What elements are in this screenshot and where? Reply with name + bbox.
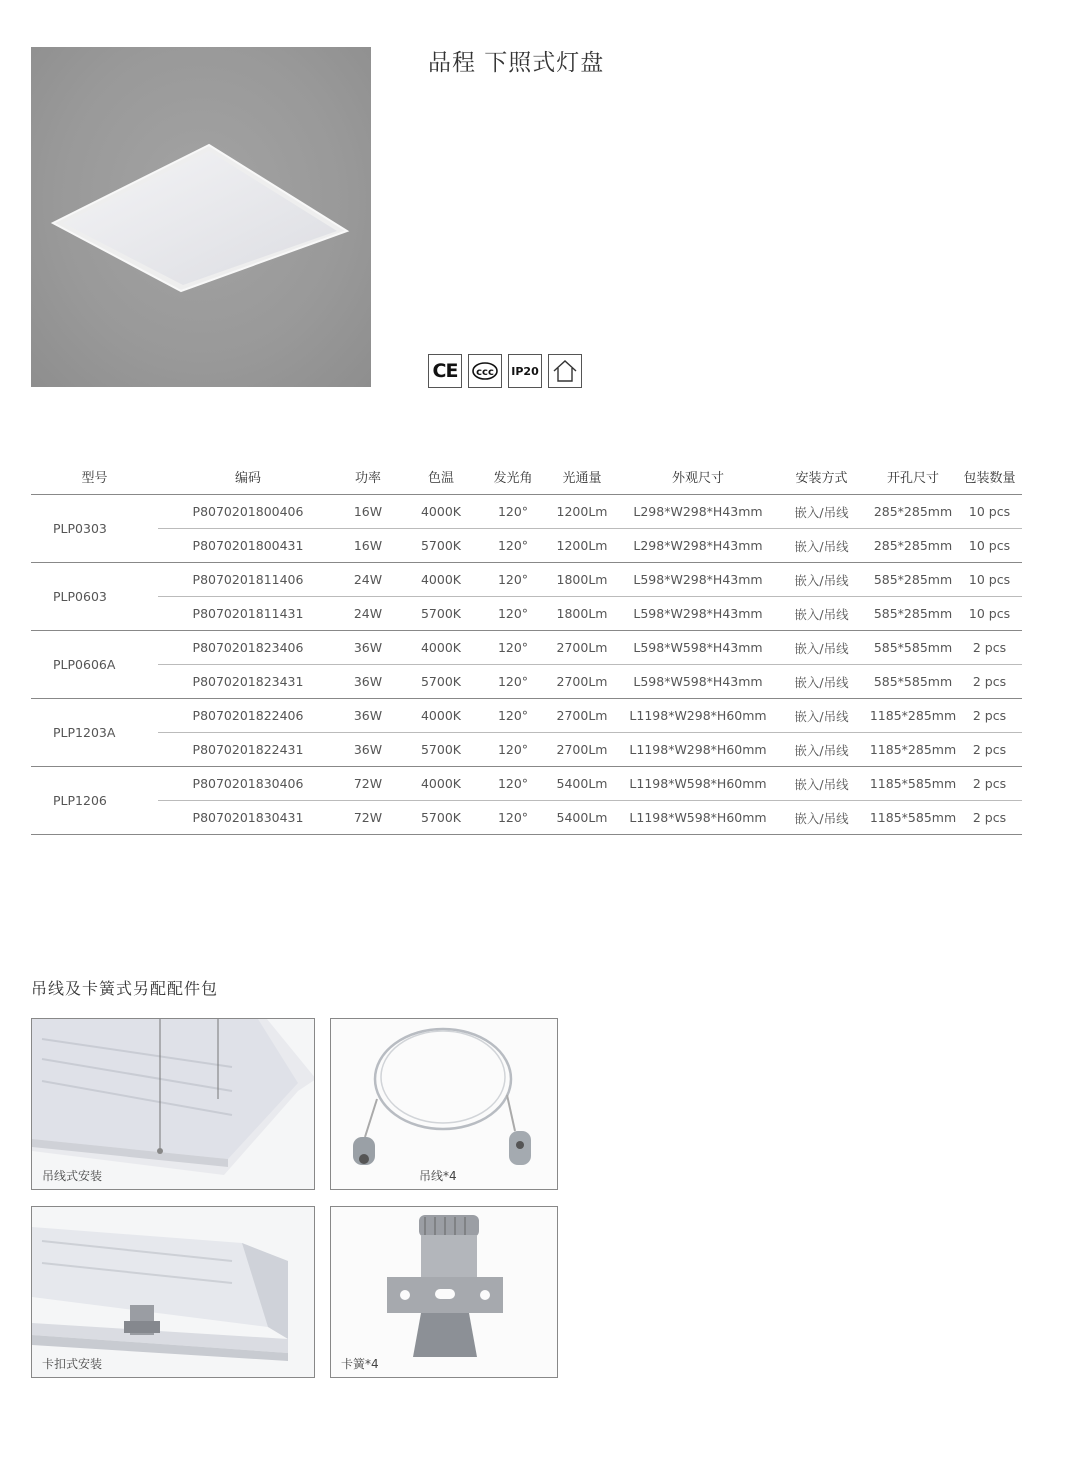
cell-beam-angle: 120° [484,801,542,835]
cell-power: 36W [338,699,398,733]
cell-dimensions: L1198*W298*H60mm [622,733,774,767]
certification-icons [428,354,582,388]
table-row [31,767,1022,801]
cell-code: P8070201811406 [158,563,338,597]
cell-beam-angle: 120° [484,563,542,597]
table-row [31,699,1022,733]
ccc-mark-icon [468,354,502,388]
header-model: 型号 [31,458,158,495]
cell-luminous-flux: 2700Lm [542,699,622,733]
panel-light-illustration [31,47,371,387]
cell-package-qty: 10 pcs [957,495,1022,529]
cell-cutout: 1185*285mm [869,733,957,767]
cell-dimensions: L298*W298*H43mm [622,529,774,563]
cell-model: PLP1203A [31,699,158,767]
photo-suspension-install [31,1018,315,1190]
cell-luminous-flux: 1800Lm [542,563,622,597]
cell-power: 72W [338,801,398,835]
cell-code: P8070201830406 [158,767,338,801]
cell-code: P8070201822431 [158,733,338,767]
photo-clip-install [31,1206,315,1378]
cell-package-qty: 2 pcs [957,733,1022,767]
cell-color-temp: 5700K [398,597,484,631]
table-row [31,631,1022,665]
cell-power: 72W [338,767,398,801]
cell-beam-angle: 120° [484,495,542,529]
cell-code: P8070201823431 [158,665,338,699]
cell-color-temp: 5700K [398,801,484,835]
cell-installation: 嵌入/吊线 [774,801,869,835]
cell-beam-angle: 120° [484,767,542,801]
cell-model: PLP0303 [31,495,158,563]
caption-suspension-install: 吊线式安装 [42,1169,103,1183]
cell-beam-angle: 120° [484,699,542,733]
cell-code: P8070201822406 [158,699,338,733]
cell-luminous-flux: 1800Lm [542,597,622,631]
cell-installation: 嵌入/吊线 [774,631,869,665]
cell-package-qty: 10 pcs [957,597,1022,631]
cell-package-qty: 2 pcs [957,801,1022,835]
cell-luminous-flux: 2700Lm [542,631,622,665]
cell-cutout: 585*285mm [869,597,957,631]
cell-beam-angle: 120° [484,631,542,665]
cell-dimensions: L598*W598*H43mm [622,665,774,699]
cell-power: 24W [338,563,398,597]
caption-clip-install: 卡扣式安装 [42,1357,103,1371]
photo-suspension-wire [330,1018,558,1190]
cell-power: 36W [338,733,398,767]
cell-color-temp: 5700K [398,665,484,699]
cell-code: P8070201823406 [158,631,338,665]
table-row [31,801,1022,835]
cell-luminous-flux: 2700Lm [542,733,622,767]
cell-power: 24W [338,597,398,631]
cell-power: 16W [338,529,398,563]
cell-beam-angle: 120° [484,597,542,631]
cell-beam-angle: 120° [484,733,542,767]
cell-power: 36W [338,665,398,699]
cell-dimensions: L1198*W598*H60mm [622,767,774,801]
cell-color-temp: 5700K [398,733,484,767]
cell-power: 16W [338,495,398,529]
accessories-title: 吊线及卡簧式另配配件包 [31,979,219,998]
cell-installation: 嵌入/吊线 [774,665,869,699]
cell-package-qty: 2 pcs [957,665,1022,699]
table-row [31,495,1022,529]
cell-package-qty: 2 pcs [957,699,1022,733]
cell-color-temp: 4000K [398,767,484,801]
header-cutout: 开孔尺寸 [869,458,957,495]
table-row [31,529,1022,563]
cell-luminous-flux: 5400Lm [542,767,622,801]
product-title: 品程 下照式灯盘 [428,50,605,76]
photo-spring-clip [330,1206,558,1378]
ce-mark-icon: CE [428,354,462,388]
cell-color-temp: 4000K [398,495,484,529]
cell-cutout: 585*585mm [869,631,957,665]
cell-color-temp: 4000K [398,699,484,733]
header-color-temp: 色温 [398,458,484,495]
table-header-row [31,458,1022,495]
cell-dimensions: L1198*W298*H60mm [622,699,774,733]
table-row [31,563,1022,597]
cell-installation: 嵌入/吊线 [774,563,869,597]
cell-installation: 嵌入/吊线 [774,699,869,733]
cell-dimensions: L298*W298*H43mm [622,495,774,529]
caption-spring-clip: 卡簧*4 [341,1357,379,1371]
table-row [31,733,1022,767]
cell-model: PLP0603 [31,563,158,631]
cell-dimensions: L598*W298*H43mm [622,563,774,597]
cell-power: 36W [338,631,398,665]
header-dimensions: 外观尺寸 [622,458,774,495]
table-row [31,665,1022,699]
spec-table [31,458,1022,835]
cell-cutout: 1185*585mm [869,801,957,835]
cell-dimensions: L598*W298*H43mm [622,597,774,631]
header-power: 功率 [338,458,398,495]
header-code: 编码 [158,458,338,495]
header-luminous-flux: 光通量 [542,458,622,495]
cell-code: P8070201800406 [158,495,338,529]
cell-beam-angle: 120° [484,665,542,699]
cell-color-temp: 5700K [398,529,484,563]
cell-installation: 嵌入/吊线 [774,767,869,801]
header-package-qty: 包装数量 [957,458,1022,495]
cell-installation: 嵌入/吊线 [774,733,869,767]
cell-luminous-flux: 5400Lm [542,801,622,835]
cell-package-qty: 2 pcs [957,767,1022,801]
product-photo [31,47,371,387]
cell-code: P8070201830431 [158,801,338,835]
cell-cutout: 1185*585mm [869,767,957,801]
cell-package-qty: 2 pcs [957,631,1022,665]
cell-cutout: 1185*285mm [869,699,957,733]
cell-luminous-flux: 1200Lm [542,495,622,529]
cell-model: PLP1206 [31,767,158,835]
cell-dimensions: L598*W598*H43mm [622,631,774,665]
cell-dimensions: L1198*W598*H60mm [622,801,774,835]
cell-cutout: 585*285mm [869,563,957,597]
ip20-icon: IP20 [508,354,542,388]
cell-cutout: 285*285mm [869,495,957,529]
svg-text:ccc: ccc [476,367,494,378]
cell-installation: 嵌入/吊线 [774,529,869,563]
caption-suspension-wire: 吊线*4 [419,1169,457,1183]
cell-color-temp: 4000K [398,631,484,665]
cell-installation: 嵌入/吊线 [774,495,869,529]
cell-cutout: 585*585mm [869,665,957,699]
cell-package-qty: 10 pcs [957,563,1022,597]
header-beam-angle: 发光角 [484,458,542,495]
cell-beam-angle: 120° [484,529,542,563]
indoor-house-icon [548,354,582,388]
cell-cutout: 285*285mm [869,529,957,563]
cell-code: P8070201800431 [158,529,338,563]
table-row [31,597,1022,631]
cell-color-temp: 4000K [398,563,484,597]
cell-code: P8070201811431 [158,597,338,631]
cell-package-qty: 10 pcs [957,529,1022,563]
cell-installation: 嵌入/吊线 [774,597,869,631]
cell-model: PLP0606A [31,631,158,699]
cell-luminous-flux: 2700Lm [542,665,622,699]
header-installation: 安装方式 [774,458,869,495]
cell-luminous-flux: 1200Lm [542,529,622,563]
